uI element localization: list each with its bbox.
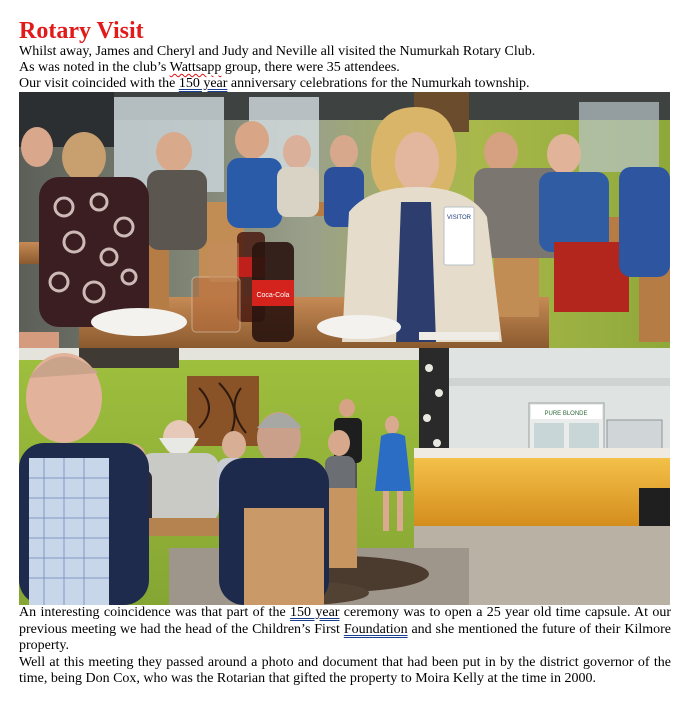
body-paragraph-1 <box>19 605 671 655</box>
intro-line-2-a: As was noted in the club’s <box>19 60 170 75</box>
grammar-flag-word-3: Foundation <box>343 621 408 637</box>
photo-rotary-lunch <box>19 92 670 348</box>
page-title: Rotary Visit <box>19 18 144 44</box>
spellcheck-word: Wattsapp <box>169 60 222 75</box>
visitor-badge-text: VISITOR <box>447 215 471 221</box>
grammar-flag-word: 150 year <box>178 76 228 91</box>
body-p1-a: An interesting coincidence was that part of the <box>19 605 291 620</box>
intro-line-3-c: anniversary celebrations for the Numurkah township. <box>227 76 530 91</box>
body-paragraph-2: Well at this meeting they passed around a photo and document that had been put in by the district governor of the time, being Don Cox, who was the Rotarian that gifted the property to Moira Kelly at the time in 2000. <box>19 654 671 686</box>
grammar-flag-word-2: 150 year <box>290 605 340 620</box>
bottle-label-text: Coca-Cola <box>256 292 290 299</box>
body-p1-e: and she mentioned the future of their Kilmore property. <box>19 621 671 653</box>
photo-meeting-speakers <box>19 348 670 605</box>
intro-line-2 <box>19 60 671 76</box>
intro-line-2-c: group, there were 35 attendees. <box>221 60 400 75</box>
fridge-brand-text: PURE BLONDE <box>544 411 588 417</box>
intro-line-3-a: Our visit coincided with the <box>19 76 179 91</box>
body-p1-c: ceremony was to open a 25 year old time capsule. At our previous meeting we had the head of the Children’s First <box>19 605 672 637</box>
intro-line-3 <box>19 76 671 92</box>
intro-line-1: Whilst away, James and Cheryl and Judy and Neville all visited the Numurkah Rotary Club. <box>19 44 536 59</box>
photo-1-illustration <box>19 92 670 348</box>
photo-2-illustration <box>19 348 670 605</box>
document-page <box>19 18 671 688</box>
